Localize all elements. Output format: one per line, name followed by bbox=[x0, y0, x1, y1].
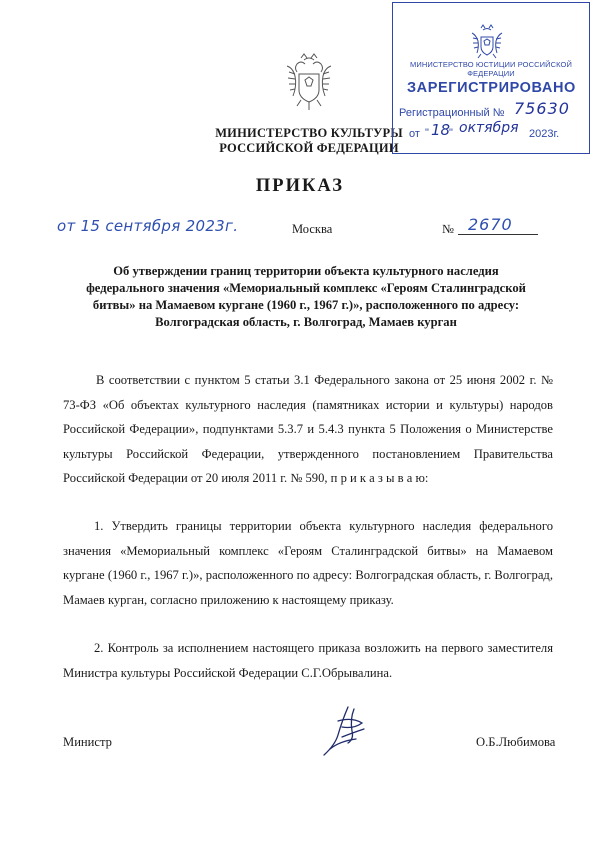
stamp-date-year: 2023г. bbox=[529, 128, 560, 140]
stamp-emblem-icon bbox=[469, 23, 505, 61]
stamp-date-close-quote: " bbox=[449, 127, 453, 139]
order-date: от 15 сентября 2023г. bbox=[57, 217, 239, 235]
stamp-status: ЗАРЕГИСТРИРОВАНО bbox=[407, 80, 576, 96]
order-number-line bbox=[458, 234, 538, 235]
order-number-sign: № bbox=[442, 222, 454, 236]
stamp-ministry: МИНИСТЕРСТВО ЮСТИЦИИ РОССИЙСКОЙ ФЕДЕРАЦИИ bbox=[410, 60, 572, 78]
stamp-number: 75630 bbox=[514, 99, 570, 118]
order-city: Москва bbox=[292, 222, 333, 236]
ministry-line1: МИНИСТЕРСТВО КУЛЬТУРЫ bbox=[215, 126, 403, 140]
subject-line: Об утверждении границ территории объекта культурного наследия bbox=[113, 264, 499, 278]
document-title: ПРИКАЗ bbox=[255, 176, 345, 196]
stamp-date-prefix: от bbox=[409, 128, 420, 140]
signature-icon bbox=[318, 703, 378, 763]
order-number: 2670 bbox=[468, 215, 513, 234]
signer-name: О.Б.Любимова bbox=[476, 735, 556, 749]
ministry-name bbox=[200, 126, 418, 156]
stamp-date-open-quote: " bbox=[425, 127, 429, 139]
stamp-date-day: 18 bbox=[431, 121, 451, 139]
body-paragraph-item1: 1. Утвердить границы территории объекта культурного наследия федерального значения «Мемориальный комплекс «Героям Сталинградской битвы» на Мамаевом кургане (1960 г., 1967 г.)», расположенного по адресу: Волгоградская область, г. Волгоград, Мамаев курган, согласно приложению к настоящему приказу. bbox=[63, 519, 553, 607]
signer-position: Министр bbox=[63, 735, 112, 749]
stamp-date-month: октября bbox=[459, 120, 519, 136]
subject-line: Волгоградская область, г. Волгоград, Мамаев курган bbox=[155, 315, 457, 329]
stamp-number-label: Регистрационный № bbox=[399, 107, 505, 119]
body-paragraph-item2: 2. Контроль за исполнением настоящего приказа возложить на первого заместителя Министра культуры Российской Федерации С.Г.Обрывалина. bbox=[63, 641, 553, 680]
subject-line: битвы» на Мамаевом кургане (1960 г., 1967 г.)», расположенного по адресу: bbox=[92, 298, 520, 312]
body-paragraph-preamble: В соответствии с пунктом 5 статьи 3.1 Федерального закона от 25 июня 2002 г. № 73-ФЗ «Об объектах культурного наследия (памятниках истории и культуры) народов Российской Федерации», подпунктами 5.3.7 и 5.4.3 пункта 5 Положения о Министерстве культуры Российской Федерации, утвержденного постановлением Правительства Российской Федерации от 20 июля 2011 г. № 590, п р и к а з ы в а ю: bbox=[63, 373, 553, 486]
order-subject bbox=[58, 263, 554, 331]
subject-line: федерального значения «Мемориальный комплекс «Героям Сталинградской bbox=[86, 281, 526, 295]
ministry-line2: РОССИЙСКОЙ ФЕДЕРАЦИИ bbox=[219, 141, 399, 155]
registration-stamp bbox=[392, 2, 590, 154]
coat-of-arms-icon bbox=[283, 52, 335, 112]
